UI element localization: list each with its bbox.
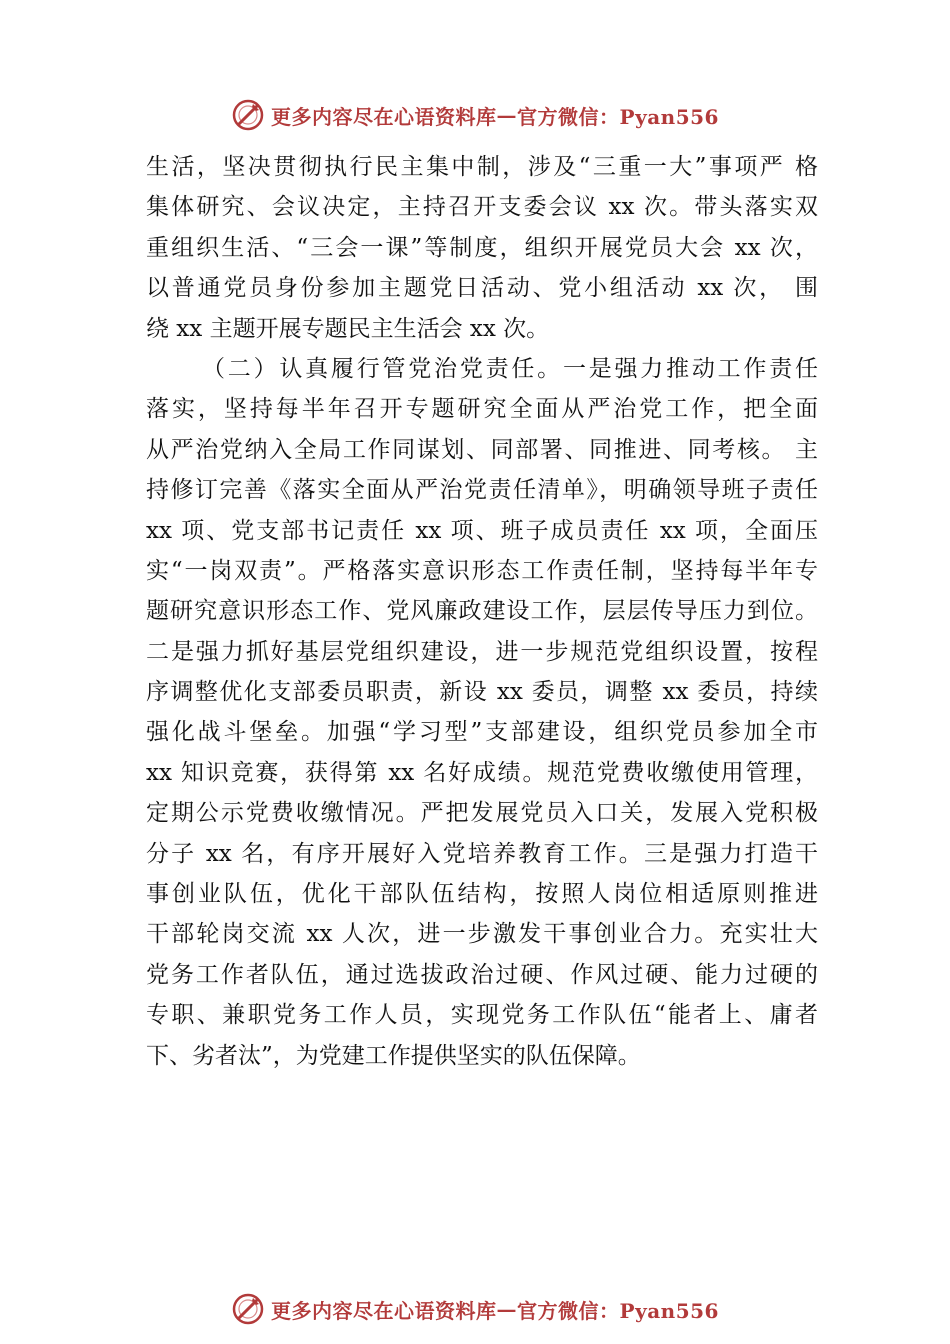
body-line: 生活，坚决贯彻执行民主集中制，涉及“三重一大”事项严 格: [146, 154, 818, 180]
body-line: 专职、兼职党务工作人员，实现党务工作队伍“能者上、庸者: [146, 1002, 818, 1029]
banner-separator: —: [496, 1297, 518, 1321]
banner-separator: —: [496, 103, 518, 127]
body-line: 落实，坚持每半年召开专题研究全面从严治党工作，把全面: [146, 396, 818, 423]
body-line: xx 知识竞赛，获得第 xx 名好成绩。规范党费收缴使用管理，: [146, 759, 818, 786]
body-line: 强化战斗堡垒。加强“学习型”支部建设，组织党员参加全市: [146, 719, 818, 746]
body-line: xx 项、党支部书记责任 xx 项、班子成员责任 xx 项，全面压: [146, 517, 818, 544]
body-line: 实“一岗双责”。严格落实意识形态工作责任制，坚持每半年专: [146, 557, 818, 584]
header-banner: [0, 95, 950, 135]
document-body: [146, 147, 818, 1076]
body-line: 下、劣者汰”，为党建工作提供坚实的队伍保障。: [146, 1042, 641, 1069]
body-line: 重组织生活、“三会一课”等制度，组织开展党员大会 xx 次，: [146, 234, 818, 261]
banner-wechat: 官方微信：Pyan556: [517, 1298, 719, 1323]
body-line: 事创业队伍，优化干部队伍结构，按照人岗位相适原则推进: [146, 881, 818, 908]
body-line: 干部轮岗交流 xx 人次，进一步激发干事创业合力。充实壮大: [146, 921, 818, 948]
body-line: 序调整优化支部委员职责，新设 xx 委员，调整 xx 委员，持续: [146, 679, 818, 706]
banner-title: 更多内容尽在心语资料库: [271, 1298, 497, 1323]
body-line: 党务工作者队伍，通过选拔政治过硬、作风过硬、能力过硬的: [146, 961, 818, 988]
footer-banner: [0, 1289, 950, 1329]
body-line: 二是强力抓好基层党组织建设，进一步规范党组织设置，按程: [146, 638, 818, 665]
body-line: 绕 xx 主题开展专题民主生活会 xx 次。: [146, 315, 550, 342]
pen-and-seal-logo-icon: [231, 1292, 265, 1326]
banner-title: 更多内容尽在心语资料库: [271, 104, 497, 129]
body-line: 集体研究、会议决定，主持召开支委会议 xx 次。带头落实双: [146, 194, 818, 221]
banner-wechat: 官方微信：Pyan556: [517, 104, 719, 129]
section-heading-line: （二）认真履行管党治党责任。一是强力推动工作责任: [202, 355, 818, 382]
body-line: 题研究意识形态工作、党风廉政建设工作，层层传导压力到位。: [146, 598, 818, 625]
body-line: 以普通党员身份参加主题党日活动、党小组活动 xx 次， 围: [146, 275, 818, 302]
body-line: 定期公示党费收缴情况。严把发展党员入口关，发展入党积极: [146, 800, 818, 827]
body-line: 持修订完善《落实全面从严治党责任清单》，明确领导班子责任: [146, 477, 818, 504]
body-line: 分子 xx 名，有序开展好入党培养教育工作。三是强力打造干: [146, 840, 818, 867]
pen-and-seal-logo-icon: [231, 98, 265, 132]
body-line: 从严治党纳入全局工作同谋划、同部署、同推进、同考核。 主: [146, 436, 818, 463]
